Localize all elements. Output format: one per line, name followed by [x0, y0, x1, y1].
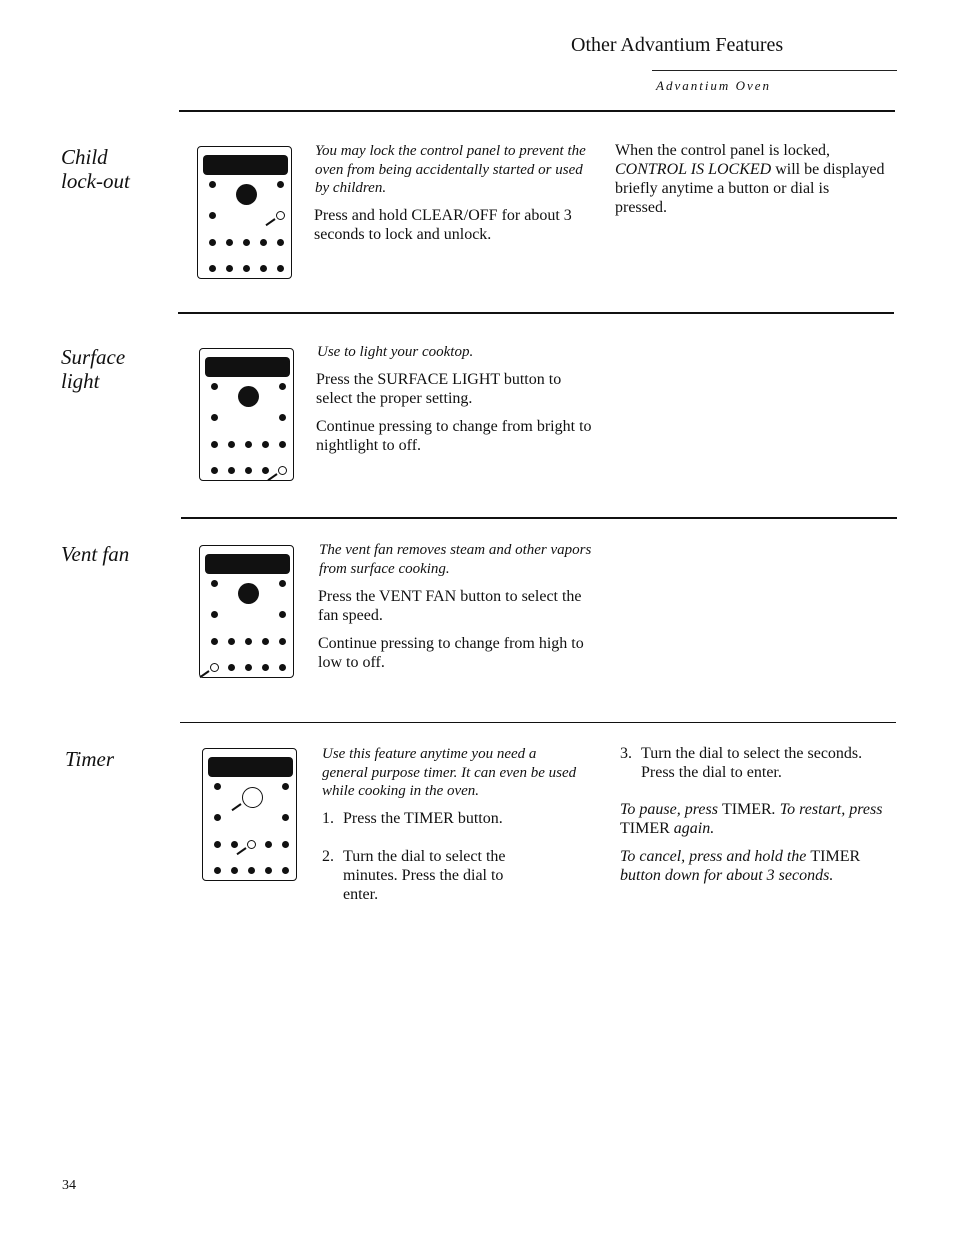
page-header-subtitle: Advantium Oven — [656, 78, 772, 93]
panel-button — [211, 383, 218, 390]
title-line: Child — [61, 145, 108, 169]
panel-button — [211, 611, 218, 618]
panel-button — [209, 265, 216, 272]
highlighted-button-icon — [210, 663, 219, 672]
panel-button — [211, 441, 218, 448]
surface-light-instruction: Press the SURFACE LIGHT button to select the proper setting. — [316, 371, 562, 407]
section-divider — [180, 722, 896, 723]
panel-display — [208, 757, 293, 777]
panel-button — [245, 467, 252, 474]
panel-button — [282, 841, 289, 848]
panel-button — [277, 265, 284, 272]
page-header-title: Other Advantium Features — [571, 34, 784, 56]
dial-icon — [236, 184, 257, 205]
panel-button — [209, 181, 216, 188]
panel-button — [226, 239, 233, 246]
section-divider — [178, 312, 894, 314]
step-number: 3. — [620, 745, 632, 762]
highlighted-button-icon — [247, 840, 256, 849]
panel-button — [279, 383, 286, 390]
note-text: TIMER — [620, 820, 670, 837]
timer-step — [322, 847, 540, 904]
child-lockout-intro: You may lock the control panel to prevent the oven from being accidentally started or used by children. — [315, 143, 586, 196]
panel-button — [262, 441, 269, 448]
note-emphasis: To cancel, press and hold the — [620, 848, 811, 865]
panel-button — [231, 841, 238, 848]
pointer-arrow-icon — [265, 218, 275, 226]
vent-fan-instruction: Press the VENT FAN button to select the fan speed. — [318, 588, 582, 624]
panel-button — [211, 414, 218, 421]
title-line: light — [61, 369, 100, 393]
timer-pause-note — [620, 800, 900, 838]
panel-button — [262, 638, 269, 645]
step-number: 1. — [322, 810, 334, 827]
panel-button — [231, 867, 238, 874]
panel-button — [243, 265, 250, 272]
panel-button — [245, 664, 252, 671]
panel-button — [265, 867, 272, 874]
panel-button — [228, 638, 235, 645]
panel-display — [205, 357, 290, 377]
step-text: Turn the dial to select the seconds. Press the dial to enter. — [641, 745, 863, 781]
dial-icon — [238, 583, 259, 604]
note-text: TIMER — [721, 801, 772, 818]
highlighted-button-icon — [276, 211, 285, 220]
timer-cancel-note — [620, 847, 900, 885]
control-panel-diagram-timer — [202, 748, 297, 881]
panel-button — [265, 841, 272, 848]
child-lockout-instruction: Press and hold CLEAR/OFF for about 3 seconds to lock and unlock. — [314, 207, 572, 243]
title-line: lock-out — [61, 169, 130, 193]
panel-button — [279, 414, 286, 421]
panel-button — [214, 783, 221, 790]
note-emphasis: To pause, press — [620, 801, 722, 818]
panel-button — [243, 239, 250, 246]
panel-button — [226, 265, 233, 272]
dial-icon — [242, 787, 263, 808]
panel-button — [214, 841, 221, 848]
timer-intro: Use this feature anytime you need a general purpose timer. It can even be used while cooking in the oven. — [322, 746, 577, 799]
dial-icon — [238, 386, 259, 407]
pointer-arrow-icon — [236, 847, 246, 855]
section-title-timer: Timer — [65, 747, 115, 771]
note-text: TIMER — [810, 848, 861, 865]
panel-button — [228, 441, 235, 448]
child-lockout-note — [615, 141, 885, 217]
note-emphasis: again. — [669, 820, 715, 837]
note-text: When the control panel is locked, — [615, 142, 831, 159]
panel-button — [228, 664, 235, 671]
surface-light-continue: Continue pressing to change from bright to nightlight to off. — [316, 418, 592, 454]
section-title-vent-fan: Vent fan — [61, 542, 130, 566]
panel-button — [277, 239, 284, 246]
panel-button — [277, 181, 284, 188]
control-panel-diagram-vent-fan — [199, 545, 294, 678]
vent-fan-intro: The vent fan removes steam and other vapors from surface cooking. — [319, 542, 592, 577]
section-title-child-lockout — [61, 145, 130, 193]
step-text: Press the TIMER button. — [343, 810, 503, 827]
panel-button — [279, 441, 286, 448]
note-text: will be displayed briefly anytime a button or dial is pressed. — [615, 161, 885, 216]
title-line: Surface — [61, 345, 126, 369]
panel-button — [279, 580, 286, 587]
section-divider — [179, 110, 895, 112]
panel-button — [248, 867, 255, 874]
panel-button — [260, 239, 267, 246]
pointer-arrow-icon — [231, 803, 241, 811]
panel-button — [209, 212, 216, 219]
section-divider — [181, 517, 897, 519]
panel-button — [214, 867, 221, 874]
note-emphasis: CONTROL IS LOCKED — [615, 161, 772, 178]
panel-button — [228, 467, 235, 474]
step-text: Turn the dial to select the minutes. Press the dial to enter. — [343, 848, 506, 903]
page-number: 34 — [62, 1178, 76, 1193]
timer-step — [322, 809, 572, 828]
panel-button — [262, 664, 269, 671]
panel-button — [211, 467, 218, 474]
note-emphasis: . To restart, press — [771, 801, 883, 818]
timer-step — [620, 744, 890, 782]
panel-display — [205, 554, 290, 574]
surface-light-intro: Use to light your cooktop. — [317, 344, 474, 360]
panel-button — [279, 638, 286, 645]
panel-button — [279, 611, 286, 618]
panel-button — [260, 265, 267, 272]
pointer-arrow-icon — [199, 670, 209, 678]
panel-button — [279, 664, 286, 671]
control-panel-diagram-surface-light — [199, 348, 294, 481]
panel-button — [211, 580, 218, 587]
section-title-surface-light — [61, 345, 125, 393]
panel-button — [245, 638, 252, 645]
vent-fan-continue: Continue pressing to change from high to low to off. — [318, 635, 584, 671]
panel-button — [282, 867, 289, 874]
note-emphasis: button down for about 3 seconds. — [620, 867, 834, 884]
panel-button — [245, 441, 252, 448]
control-panel-diagram-child-lockout — [197, 146, 292, 279]
pointer-arrow-icon — [267, 473, 277, 481]
panel-button — [209, 239, 216, 246]
header-rule — [652, 70, 897, 71]
panel-button — [214, 814, 221, 821]
panel-button — [211, 638, 218, 645]
highlighted-button-icon — [278, 466, 287, 475]
panel-button — [282, 783, 289, 790]
panel-button — [282, 814, 289, 821]
panel-display — [203, 155, 288, 175]
step-number: 2. — [322, 848, 334, 865]
panel-button — [262, 467, 269, 474]
